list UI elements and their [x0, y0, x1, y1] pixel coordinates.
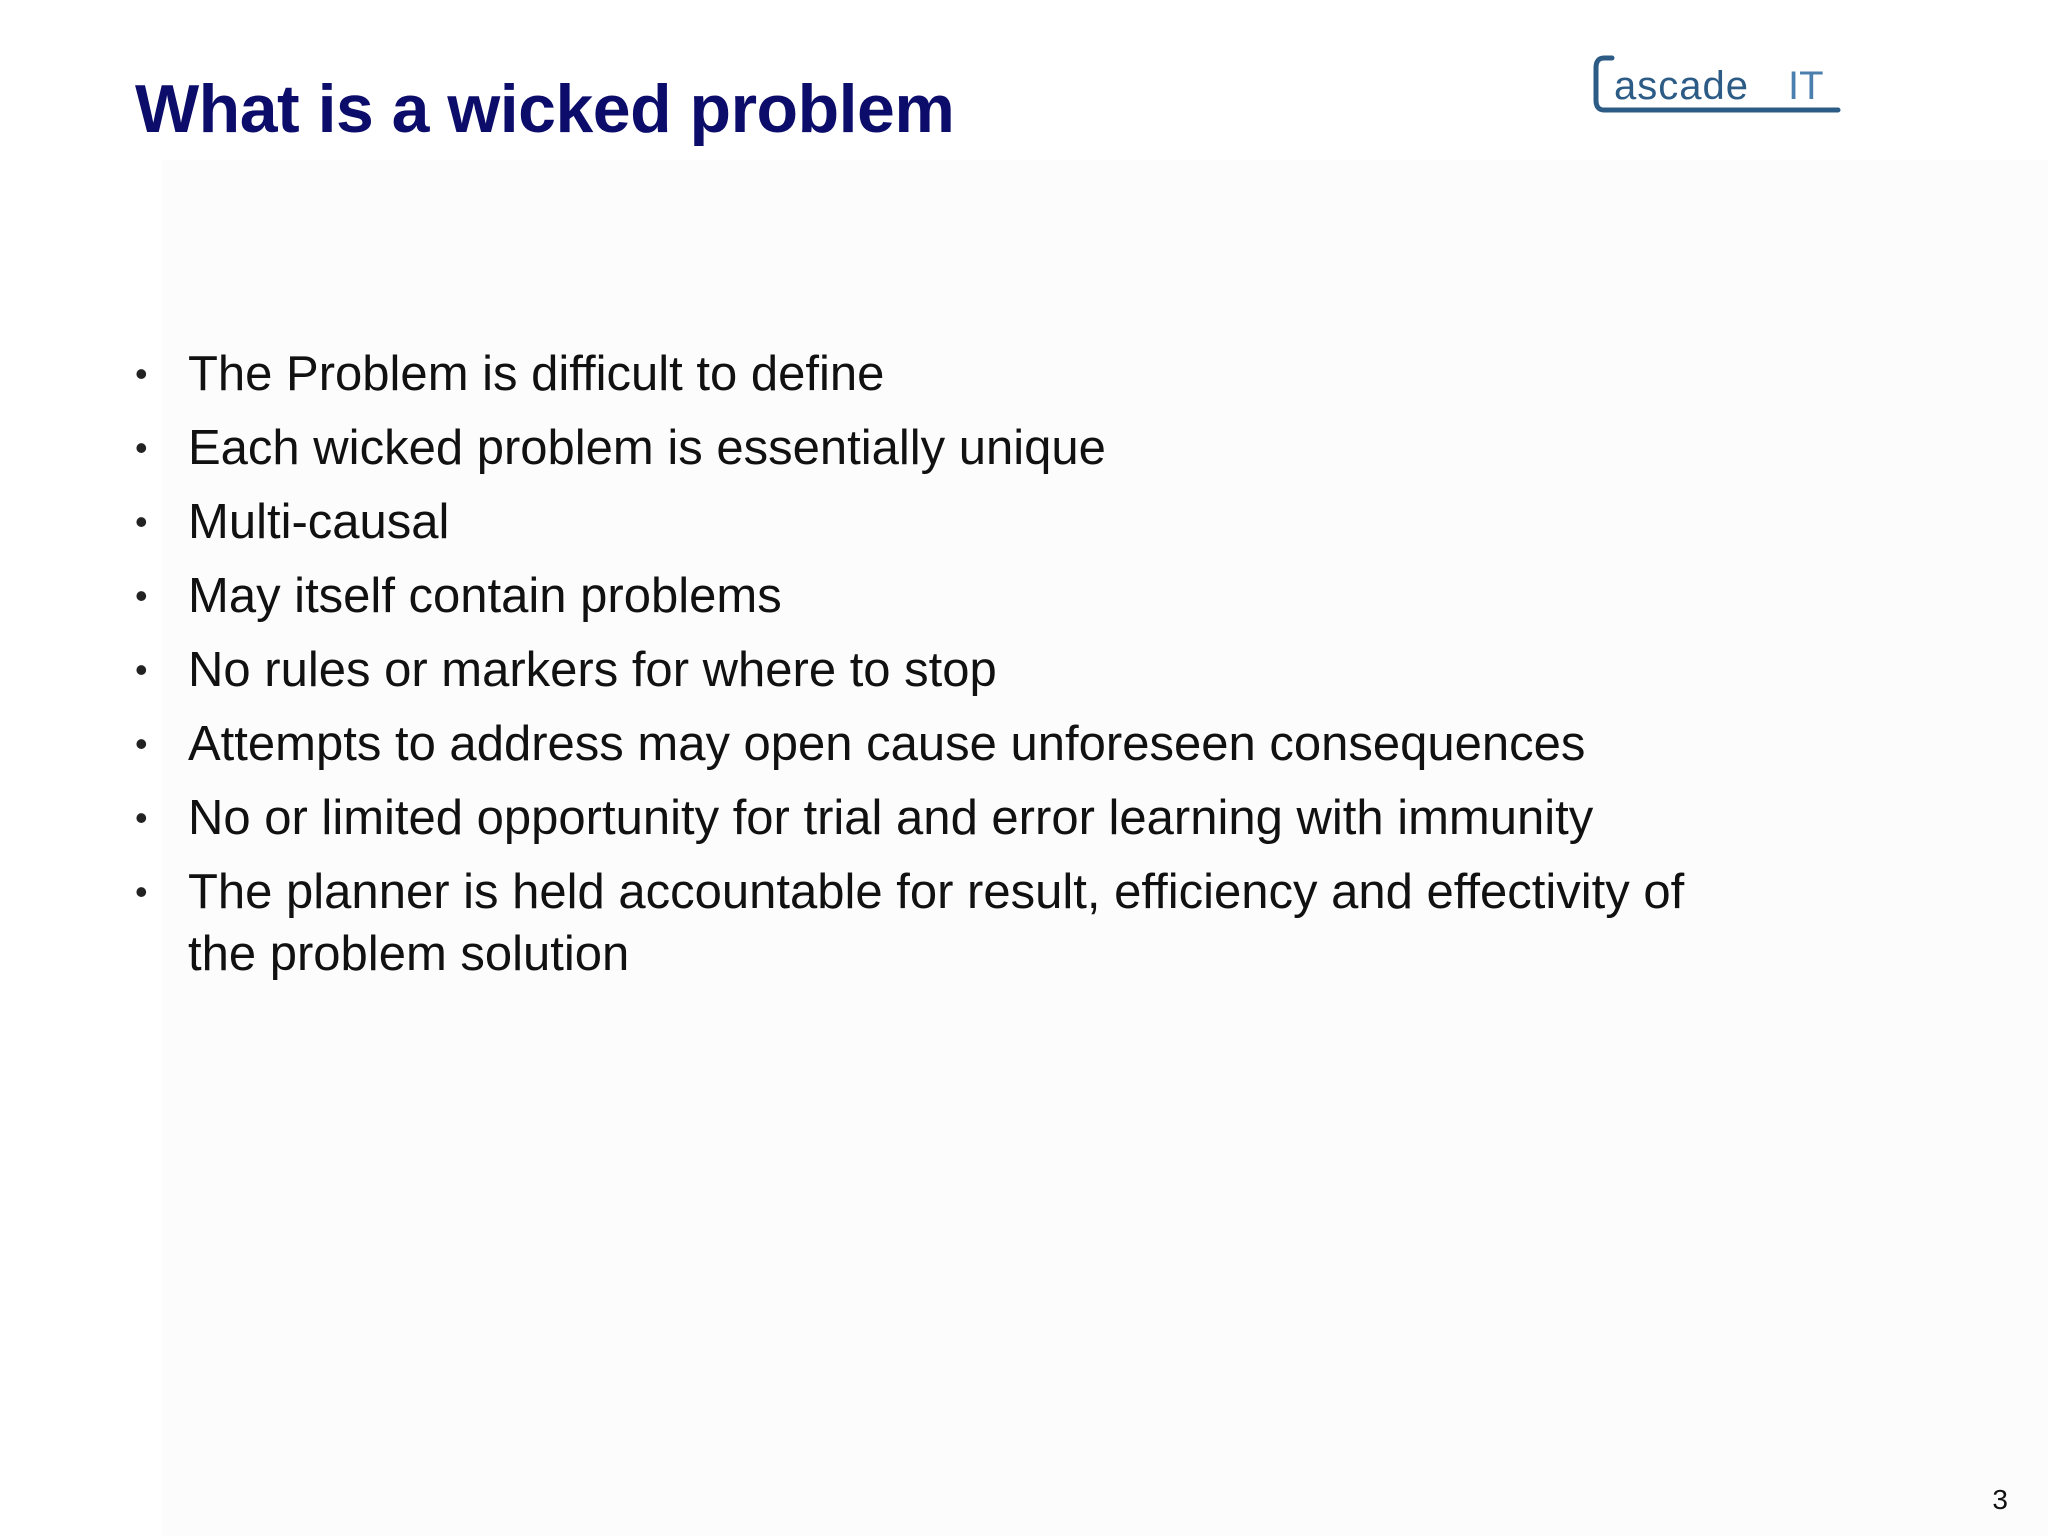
- cascade-it-logo: [1592, 52, 1844, 118]
- logo-wordmark: ascade: [1614, 64, 1749, 108]
- bullet-dot-icon: •: [135, 501, 148, 542]
- bullet-text: Multi-causal: [188, 495, 450, 549]
- bullet-item: [135, 565, 1735, 627]
- bullet-dot-icon: •: [135, 649, 148, 690]
- bullet-text: No or limited opportunity for trial and error learning with immunity: [188, 791, 1594, 845]
- bullet-item: [135, 861, 1735, 985]
- bullet-item: [135, 787, 1735, 849]
- bullet-item: [135, 417, 1735, 479]
- bullet-text: The planner is held accountable for result, efficiency and effectivity of the problem solution: [188, 865, 1685, 981]
- bullet-item: [135, 343, 1735, 405]
- bullet-dot-icon: •: [135, 427, 148, 468]
- bullet-dot-icon: •: [135, 575, 148, 616]
- bullet-item: [135, 491, 1735, 553]
- page-number: 3: [1992, 1484, 2008, 1515]
- bullet-item: [135, 713, 1735, 775]
- bullet-text: Attempts to address may open cause unforeseen consequences: [188, 717, 1586, 771]
- bullet-text: May itself contain problems: [188, 569, 782, 623]
- bullet-dot-icon: •: [135, 353, 148, 394]
- bullet-list: [135, 343, 1735, 997]
- bullet-item: [135, 639, 1735, 701]
- bullet-text: Each wicked problem is essentially unique: [188, 421, 1106, 475]
- logo-it-mark: IT: [1788, 64, 1824, 108]
- bullet-dot-icon: •: [135, 871, 148, 912]
- bullet-dot-icon: •: [135, 797, 148, 838]
- slide-title: What is a wicked problem: [135, 71, 955, 147]
- bullet-dot-icon: •: [135, 723, 148, 764]
- bullet-text: The Problem is difficult to define: [188, 347, 885, 401]
- bullet-text: No rules or markers for where to stop: [188, 643, 997, 697]
